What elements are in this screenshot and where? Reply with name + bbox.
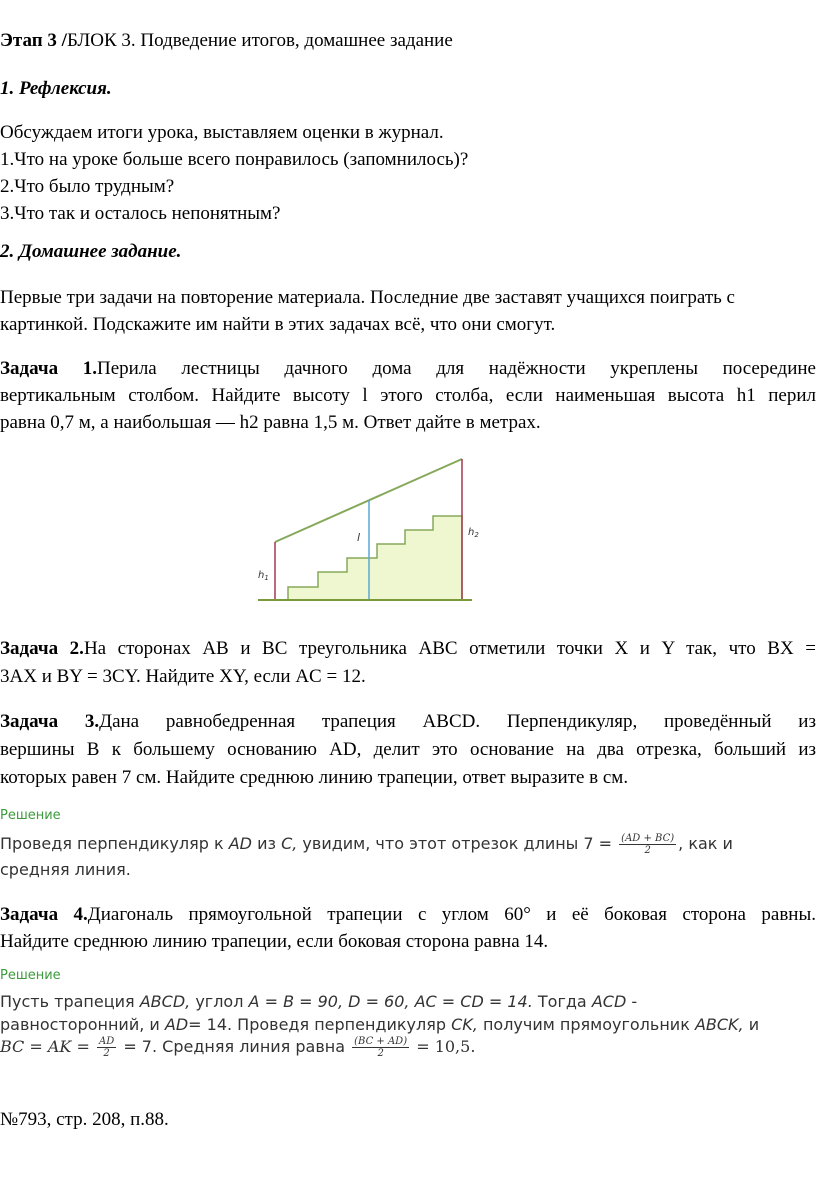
task3-line: которых равен 7 см. Найдите среднюю линию трапеции, ответ выразите в см. <box>0 767 629 788</box>
task2-line: 3AX и BY = 3CY. Найдите XY, если AC = 12. <box>0 666 366 687</box>
task4-solution-line: Пусть трапеция ABCD, углол A = B = 90, D = 60, AC = CD = 14. Тогда ACD - <box>0 992 638 1011</box>
task3-solution-line: Проведя перпендикуляр к AD из C, увидим, что этот отрезок длины 7 = $\frac{(AD + BC)}{2}$ , как и <box>0 833 733 856</box>
task3-text: Дана равнобедренная трапеция ABCD. Перпендикуляр, проведённый из <box>99 711 816 732</box>
solution-fraction: $\frac{(BC + AD)}{2}$ <box>354 1036 408 1059</box>
label-h2: $h_2$ <box>468 527 479 539</box>
reflection-line: 2.Что было трудным? <box>0 176 175 197</box>
task2-label: Задача 2. <box>0 638 84 659</box>
task1-text: Перила лестницы дачного дома для надёжности укреплены посередине <box>97 358 816 379</box>
task4-solution-line: равносторонний, и AD= 14. Проведя перпендикуляр CK, получим прямоугольник ABCK, и <box>0 1015 760 1034</box>
header-stage: Этап 3 / <box>0 30 67 51</box>
homework-title: 2. Домашнее задание. <box>0 241 182 262</box>
homework-reference: №793, стр. 208, п.88. <box>0 1109 169 1130</box>
label-h1: $h_1$ <box>258 570 269 582</box>
solution-fraction: $\frac{(AD + BC)}{2}$ <box>621 833 675 856</box>
task3-line <box>0 709 816 735</box>
reflection-line: 3.Что так и осталось непонятным? <box>0 203 281 224</box>
task1-line: равна 0,7 м, а наибольшая — h2 равна 1,5 м. Ответ дайте в метрах. <box>0 412 541 433</box>
task2-text: На сторонах АВ и ВС треугольника АВС отметили точки X и Y так, что BX = <box>83 638 816 659</box>
task3-label: Задача 3. <box>0 711 100 732</box>
task4-text: Диагональ прямоугольной трапеции с углом 60° и её боковая сторона равны. <box>87 904 816 925</box>
task3-solution-line: средняя линия. <box>0 860 131 879</box>
homework-intro-line: картинкой. Подскажите им найти в этих задачах всё, что они смогут. <box>0 314 556 335</box>
task3-line: вершины B к большему основанию AD, делит это основание на два отрезка, больший из <box>0 739 816 760</box>
reflection-title: 1. Рефлексия. <box>0 78 112 99</box>
header-title: БЛОК 3. Подведение итогов, домашнее задание <box>66 30 453 51</box>
task3-solution-heading: Решение <box>0 808 61 823</box>
task4-line: Найдите среднюю линию трапеции, если боковая сторона равна 14. <box>0 931 549 952</box>
task4-solution-line: BC = AK = $\frac{AD}{2}$ = 7. Средняя линия равна $\frac{(BC + AD)}{2}$ = 10,5. <box>0 1036 476 1059</box>
task1-line: вертикальным столбом. Найдите высоту l этого столба, если наименьшая высота h1 перил <box>0 385 816 406</box>
task4-solution-heading: Решение <box>0 968 61 983</box>
task1-label: Задача 1. <box>0 358 97 379</box>
solution-fraction: $\frac{AD}{2}$ <box>98 1036 115 1059</box>
staircase-figure <box>250 448 490 610</box>
homework-intro-line: Первые три задачи на повторение материала. Последние две заставят учащихся поиграть с <box>0 287 735 308</box>
page-header <box>0 28 816 54</box>
task4-label: Задача 4. <box>0 904 88 925</box>
reflection-line: Обсуждаем итоги урока, выставляем оценки в журнал. <box>0 122 444 143</box>
stair-fill <box>288 516 462 600</box>
task2-line <box>0 636 816 662</box>
task4-line <box>0 902 816 928</box>
task1-line <box>0 356 816 382</box>
label-l: l <box>357 531 361 544</box>
reflection-line: 1.Что на уроке больше всего понравилось (запомнилось)? <box>0 149 469 170</box>
